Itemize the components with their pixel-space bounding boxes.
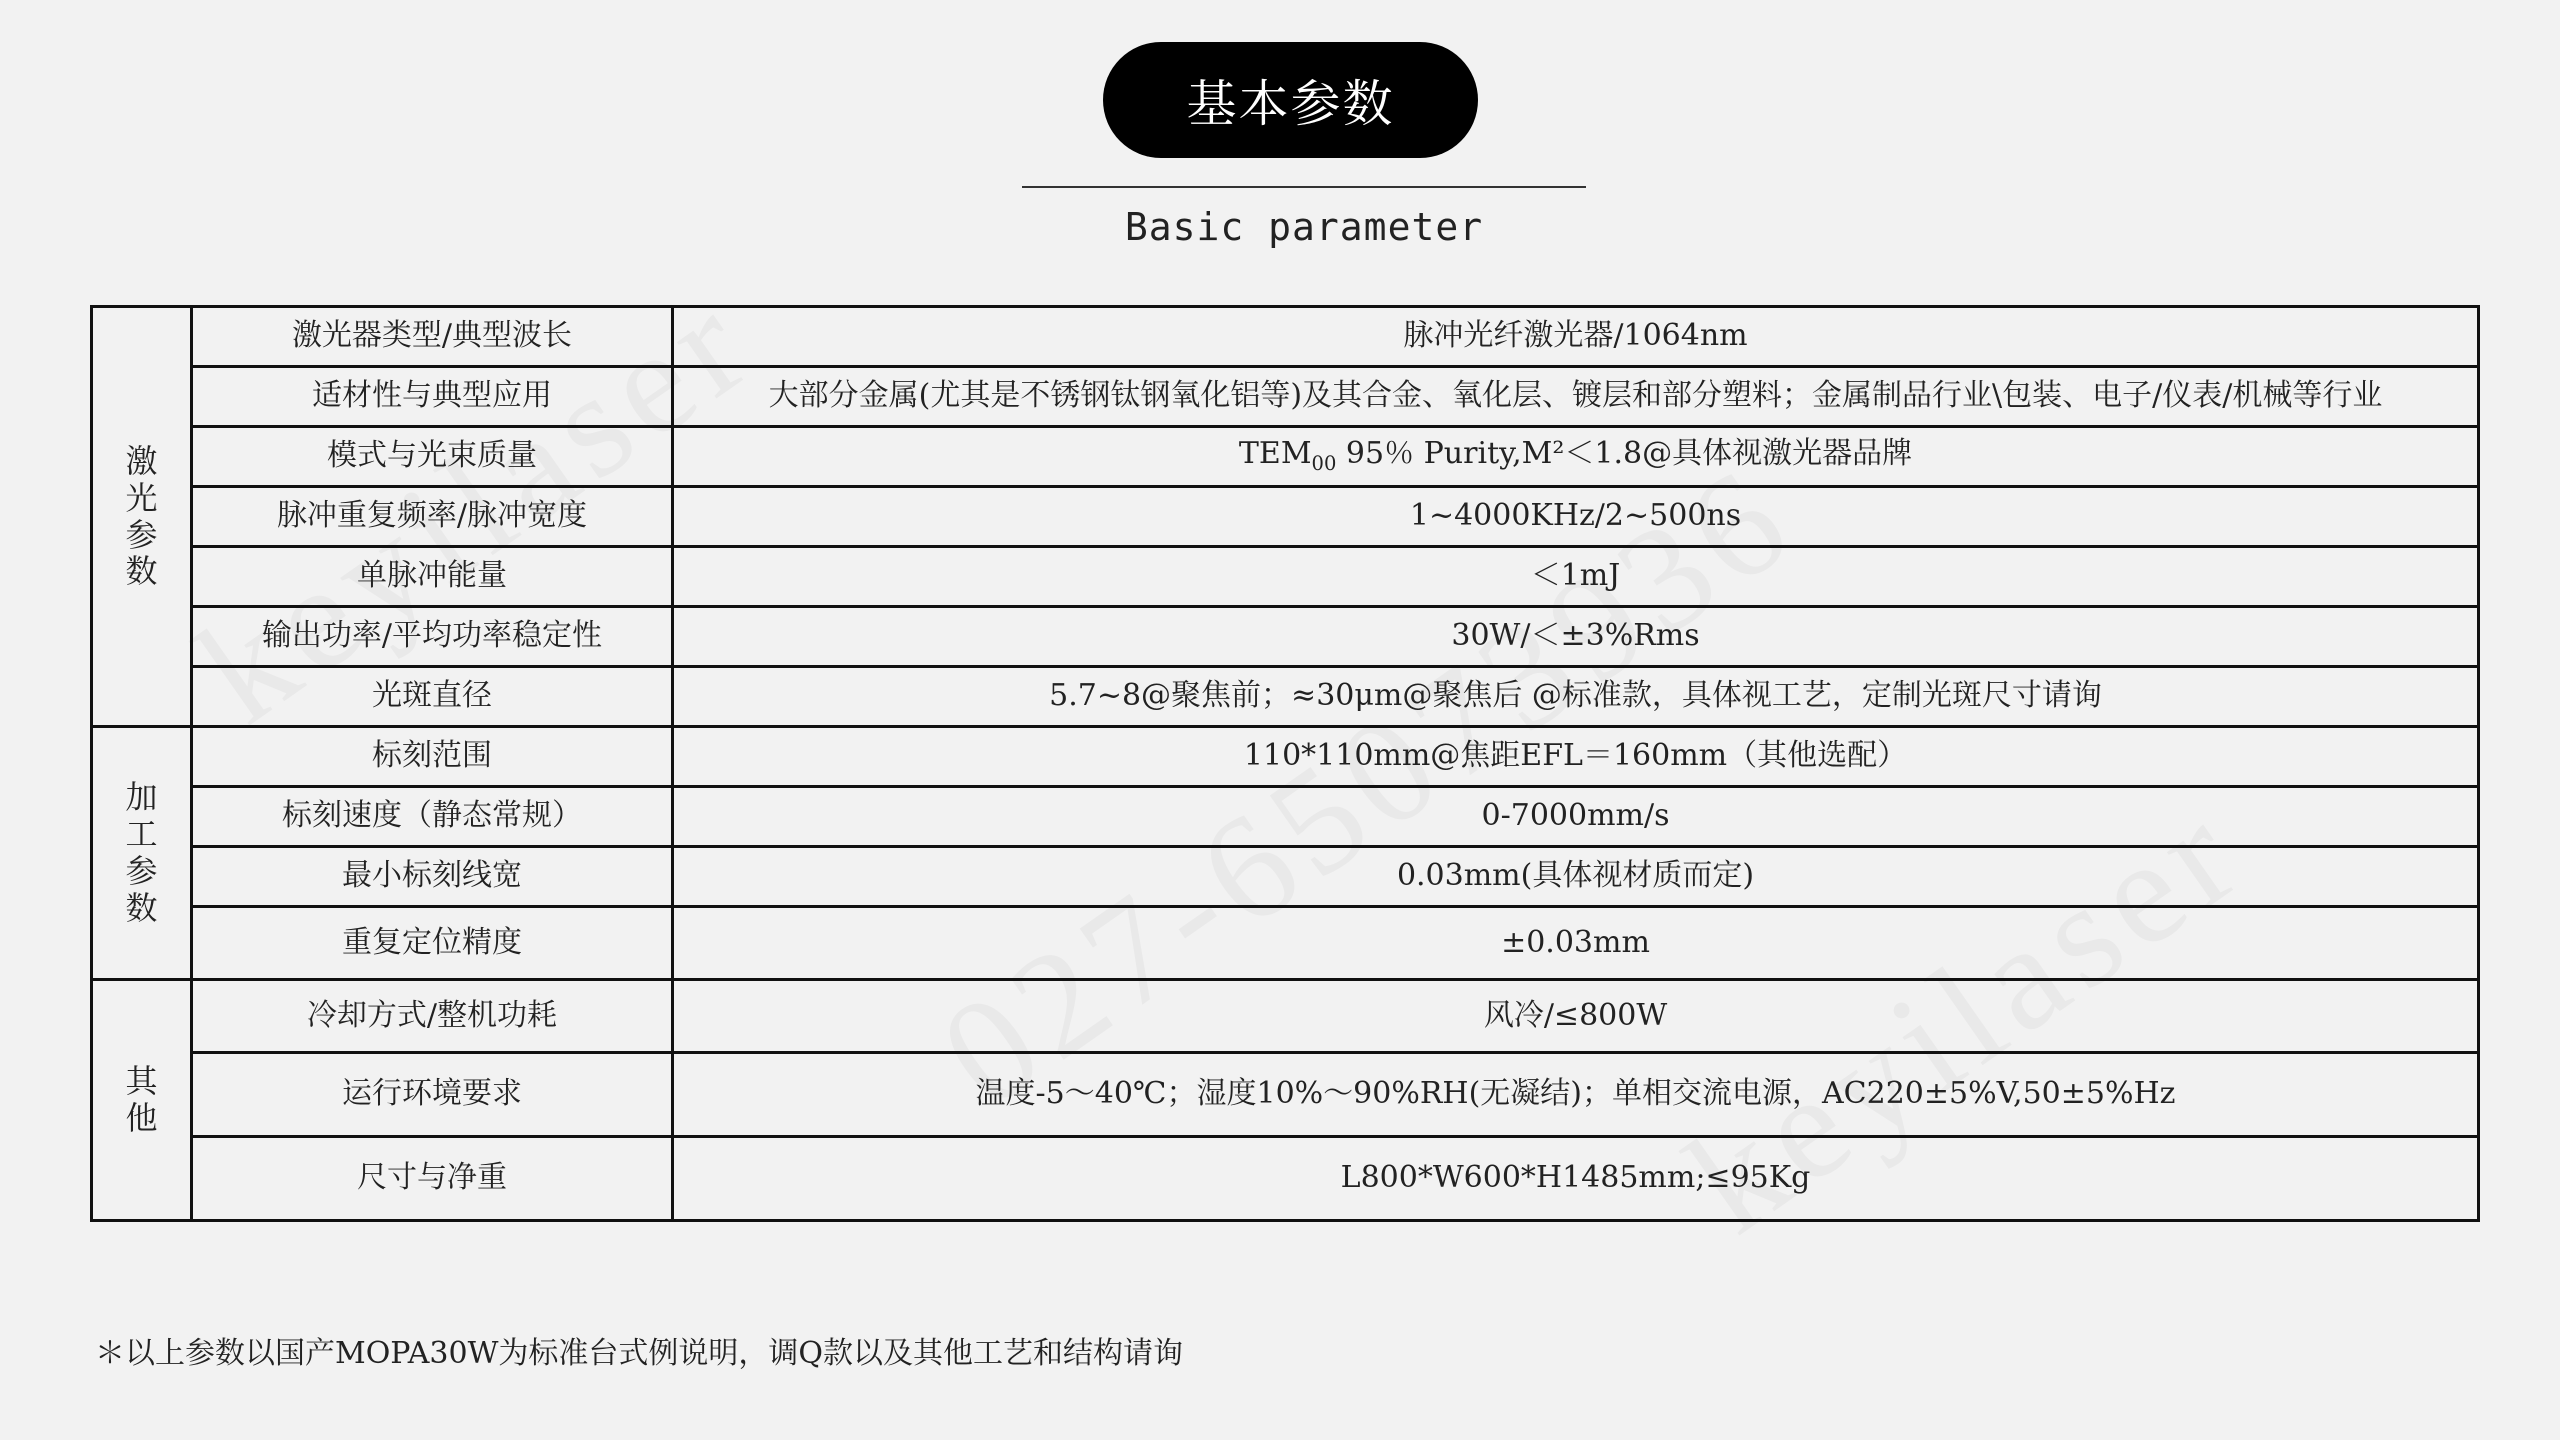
table-row [92,787,2479,847]
row-value: $TEM_{00}$ 95％ Purity,M²＜1.8@具体视激光器品牌 [673,427,2479,487]
table-row [92,607,2479,667]
row-label: 光斑直径 [192,667,673,727]
row-value: 1~4000KHz/2~500ns [673,487,2479,547]
group-label-laser: 激 光 参 数 [92,307,192,727]
row-value: 0-7000mm/s [673,787,2479,847]
section-subtitle: Basic parameter [1124,205,1484,249]
row-label: 激光器类型/典型波长 [192,307,673,367]
row-value: 风冷/≤800W [673,980,2479,1053]
row-label: 标刻速度（静态常规） [192,787,673,847]
row-value: 温度-5～40℃；湿度10%～90%RH(无凝结)；单相交流电源，AC220±5%V,50±5%Hz [673,1053,2479,1137]
row-label: 尺寸与净重 [192,1137,673,1221]
row-label: 最小标刻线宽 [192,847,673,907]
title-divider [1022,186,1586,188]
row-label: 冷却方式/整机功耗 [192,980,673,1053]
table-row [92,1137,2479,1221]
row-value: 脉冲光纤激光器/1064nm [673,307,2479,367]
row-label: 标刻范围 [192,727,673,787]
section-title: 基本参数 [1186,75,1395,133]
row-label: 运行环境要求 [192,1053,673,1137]
table-row [92,307,2479,367]
row-value: 30W/＜±3%Rms [673,607,2479,667]
row-value: 大部分金属(尤其是不锈钢钛钢氧化铝等)及其合金、氧化层、镀层和部分塑料；金属制品行业\包装、电子/仪表/机械等行业 [673,367,2479,427]
table-row [92,847,2479,907]
table-row [92,727,2479,787]
row-label: 模式与光束质量 [192,427,673,487]
group-label-processing: 加 工 参 数 [92,727,192,980]
table-row [92,547,2479,607]
row-value: 5.7~8@聚焦前；≈30μm@聚焦后 @标准款，具体视工艺，定制光斑尺寸请询 [673,667,2479,727]
row-value: 110*110mm@焦距EFL＝160mm（其他选配） [673,727,2479,787]
table-row [92,907,2479,980]
footnote: ＊以上参数以国产MOPA30W为标准台式例说明，调Q款以及其他工艺和结构请询 [95,1336,1184,1371]
row-value: 0.03mm(具体视材质而定) [673,847,2479,907]
row-value: ＜1mJ [673,547,2479,607]
table-row [92,427,2479,487]
table-row [92,667,2479,727]
table-row [92,980,2479,1053]
section-title-badge [1103,42,1478,158]
row-label: 重复定位精度 [192,907,673,980]
table-row [92,487,2479,547]
row-value: L800*W600*H1485mm;≤95Kg [673,1137,2479,1221]
table-row [92,1053,2479,1137]
row-label: 输出功率/平均功率稳定性 [192,607,673,667]
table-row [92,367,2479,427]
row-label: 适材性与典型应用 [192,367,673,427]
row-value: ±0.03mm [673,907,2479,980]
group-label-other: 其 他 [92,980,192,1221]
row-label: 单脉冲能量 [192,547,673,607]
parameter-table [90,305,2480,1222]
row-label: 脉冲重复频率/脉冲宽度 [192,487,673,547]
